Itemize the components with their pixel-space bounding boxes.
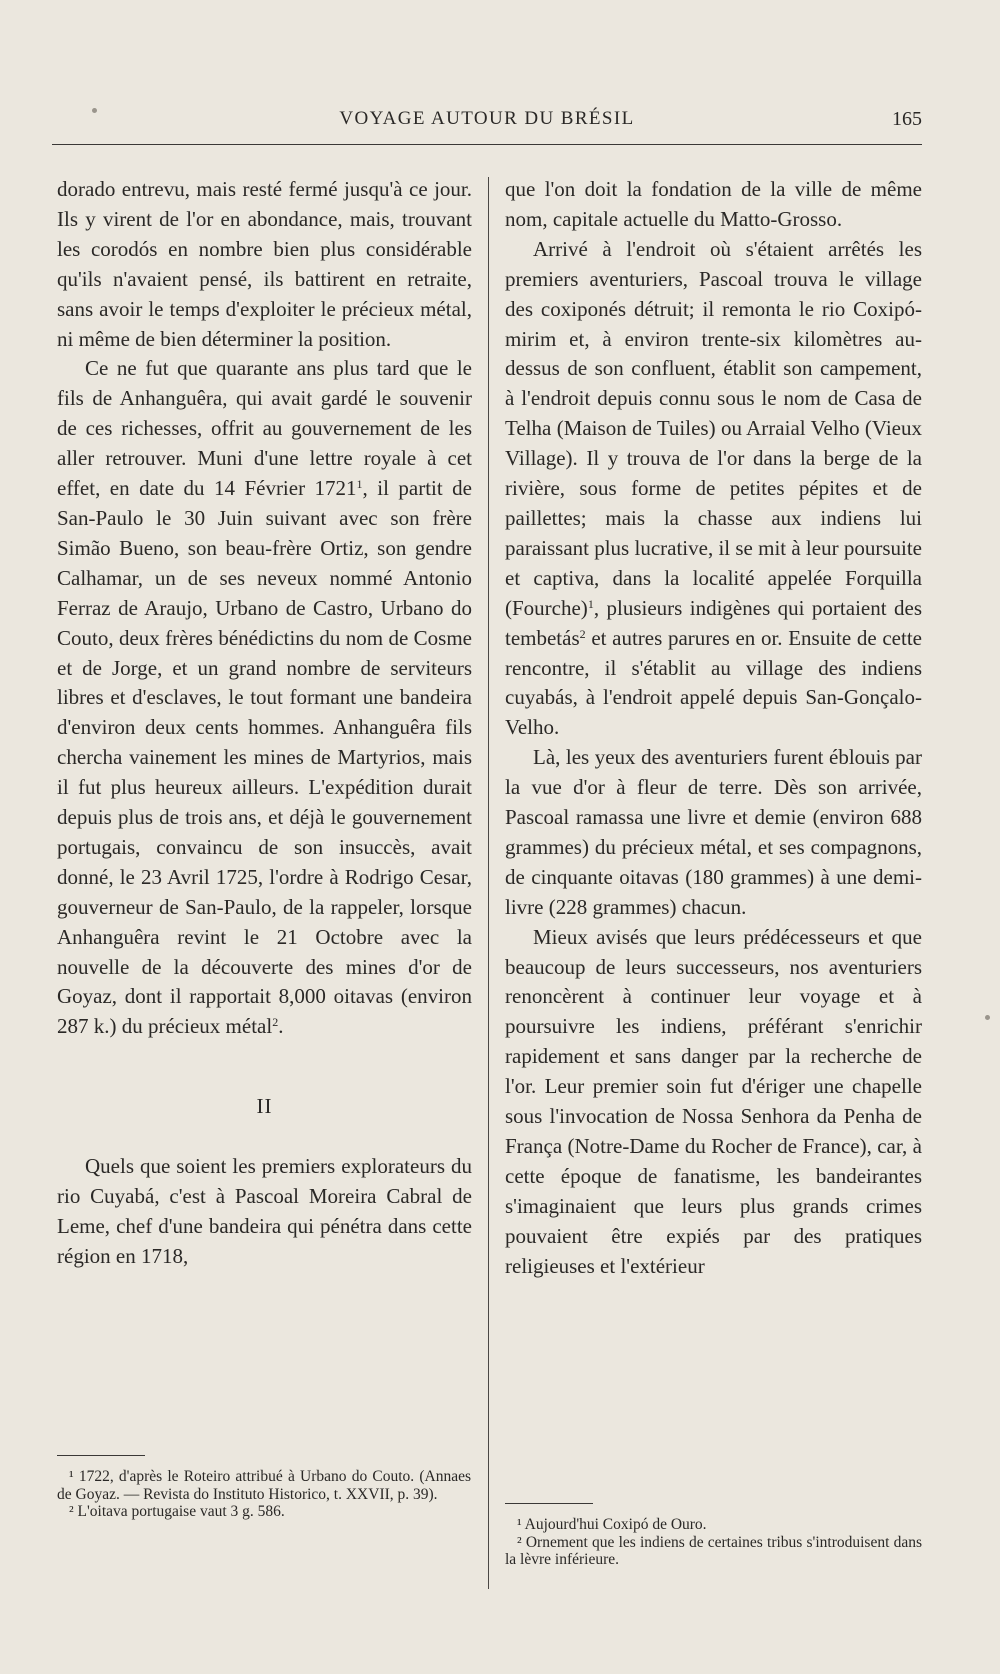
paper-speck [92,108,97,113]
left-paragraph-2-text-a: Ce ne fut que quarante ans plus tard que le fils de Anhanguêra, qui avait gardé le souvenir de ces richesses, offrit au gouvernement de les aller retrouver. Muni d'une lettre royale à cet effet, en date du 14 Février 1721 [57,356,472,501]
right-paragraph-2-text-c: et autres parures en or. Ensuite de cette rencontre, il s'établit au village des indiens cuyabás, à l'endroit appelé depuis San-Gonçalo-Velho. [505,625,922,740]
right-column [505,175,922,1282]
page-number: 165 [892,108,922,130]
left-paragraph-1: dorado entrevu, mais resté fermé jusqu'à ce jour. Ils y virent de l'or en abondance, mais, trouvant les corodós en nombre bien plus considérable qu'ils n'avaient pensé, ils battirent en retraite, sans avoir le temps d'exploiter le précieux métal, ni même de bien déterminer la position. [57,177,472,351]
right-paragraph-3: Là, les yeux des aventuriers furent éblouis par la vue d'or à fleur de terre. Dès son arrivée, Pascoal ramassa une livre et demie (environ 688 grammes) du précieux métal, et ses compagnons, de cinquante oitavas (180 grammes) à une demi-livre (228 grammes) chacun. [505,745,922,919]
right-paragraph-1: que l'on doit la fondation de la ville de même nom, capitale actuelle du Matto-Grosso. [505,177,922,231]
footnote-left-1: ¹ 1722, d'après le Roteiro attribué à Urbano do Couto. (Annaes de Goyaz. — Revista do Instituto Historico, t. XXVII, p. 39). [57,1468,471,1503]
footnote-ref-2: 2 [272,1015,279,1030]
footnote-ref-2: 2 [579,626,586,641]
right-paragraph-2 [505,235,922,743]
footnote-left-2: ² L'oitava portugaise vaut 3 g. 586. [69,1503,285,1520]
left-paragraph-2-text-b: , il partit de San-Paulo le 30 Juin suivant avec son frère Simão Bueno, son beau-frère Ortiz, son gendre Calhamar, un de ses neveux nommé Antonio Ferraz de Araujo, Urbano de Castro, Urbano do Couto, deux frères bénédictins du nom de Cosme et de Jorge, et un grand nombre de serviteurs libres et d'esclaves, le tout formant une bandeira d'environ deux cents hommes. Anhanguêra fils chercha vainement les mines de Martyrios, mais il fut plus heureux ailleurs. L'expédition durait depuis plus de trois ans, et déjà le gouvernement portugais, convaincu de son insuccès, avait donné, le 23 Avril 1725, l'ordre à Rodrigo Cesar, gouverneur de San-Paulo, de la rappeler, lorsque Anhanguêra revint le 21 Octobre avec la nouvelle de la découverte des mines d'or de Goyaz, dont il rapportait 8,000 oitavas (environ 287 k.) du précieux métal [57,476,472,1039]
right-paragraph-2-text-b: , plusieurs indigènes qui portaient des tembetás [505,595,922,650]
running-header [52,100,922,145]
right-paragraph-2-text-a: Arrivé à l'endroit où s'étaient arrêtés les premiers aventuriers, Pascoal trouva le village des coxiponés détruit; il remonta le rio Coxipó-mirim et, à environ trente-six kilomètres au-dessus de son confluent, établit son campement, à l'endroit depuis connu sous le nom de Casa de Telha (Maison de Tuiles) ou Arraial Velho (Vieux Village). Il y trouva de l'or dans la berge de la rivière, sous forme de petites pépites et de paillettes; mais la chasse aux indiens lui paraissant plus lucrative, il se mit à leur poursuite et captiva, dans la localité appelée Forquilla (Fourche) [505,236,922,620]
footnotes-left [57,1468,471,1521]
left-column [57,175,472,1272]
running-title: VOYAGE AUTOUR DU BRÉSIL [339,108,635,129]
footnote-right-1: ¹ Aujourd'hui Coxipó de Ouro. [517,1516,707,1533]
section-number: II [256,1094,273,1119]
footnote-ref-1: 1 [356,477,363,492]
left-paragraph-3: Quels que soient les premiers explorateurs du rio Cuyabá, c'est à Pascoal Moreira Cabral de Leme, chef d'une bandeira qui pénétra dans cette région en 1718, [57,1154,472,1268]
column-divider [488,177,489,1589]
left-paragraph-2 [57,354,472,1042]
footnotes-right [505,1516,922,1569]
right-paragraph-4: Mieux avisés que leurs prédécesseurs et que beaucoup de leurs successeurs, nos aventuriers renoncèrent à continuer leur voyage et à poursuivre les indiens, préférant s'enrichir rapidement et sans danger par la recherche de l'or. Leur premier soin fut d'ériger une chapelle sous l'invocation de Nossa Senhora da Penha de França (Notre-Dame du Rocher de France), car, à cette époque de fanatisme, les bandeirantes s'imaginaient que leurs plus grands crimes pouvaient être expiés par des pratiques religieuses et l'extérieur [505,924,922,1278]
footnote-rule-left [57,1455,145,1456]
footnote-ref-1: 1 [587,596,594,611]
paper-speck [985,1015,990,1020]
left-paragraph-2-end: . [278,1014,284,1039]
footnote-rule-right [505,1503,593,1504]
footnote-right-2: ² Ornement que les indiens de certaines tribus s'introduisent dans la lèvre inférieure. [505,1533,922,1568]
